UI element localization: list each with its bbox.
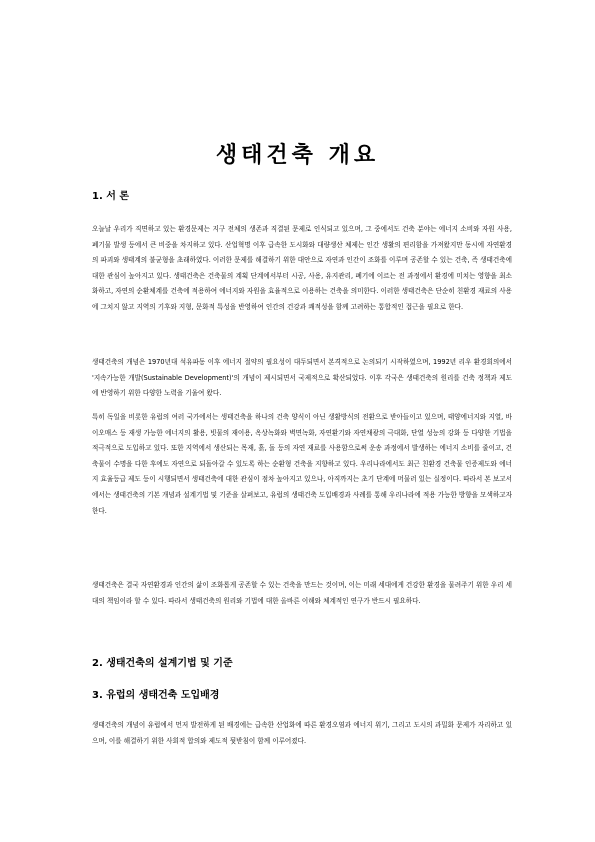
section-heading-design-techniques: 2. 생태건축의 설계기법 및 기준 <box>92 658 233 669</box>
section-heading-europe-background: 3. 유럽의 생태건축 도입배경 <box>92 690 220 701</box>
body-paragraph: 오늘날 우리가 직면하고 있는 환경문제는 지구 전체의 생존과 직결된 문제로 인식되고 있으며, 그 중에서도 건축 분야는 에너지 소비와 자원 사용, 폐기물 발생 등에서 큰 비중을 차지하고 있다. 산업혁명 이후 급속한 도시화와 대량생산 체제는 인간 생활의 편리함을 가져왔지만 동시에 자연환경의 파괴와 생태계의 불균형을 초래하였다. 이러한 문제를 해결하기 위한 대안으로 자연과 인간이 조화를 이루며 공존할 수 있는 건축, 즉 생태건축에 대한 관심이 높아지고 있다. 생태건축은 건축물의 계획 단계에서부터 시공, 사용, 유지관리, 폐기에 이르는 전 과정에서 환경에 미치는 영향을 최소화하고, 자연의 순환체계를 건축에 적용하여 에너지와 자원을 효율적으로 이용하는 건축을 의미한다. 이러한 생태건축은 단순히 친환경 재료의 사용에 그치지 않고 지역의 기후와 지형, 문화적 특성을 반영하여 인간의 건강과 쾌적성을 함께 고려하는 통합적인 접근을 필요로 한다. <box>92 225 512 311</box>
document-title: 생태건축 개요 <box>215 143 380 168</box>
body-paragraph: 생태건축은 결국 자연환경과 인간의 삶이 조화롭게 공존할 수 있는 건축을 만드는 것이며, 이는 미래 세대에게 건강한 환경을 물려주기 위한 우리 세대의 책임이라 할 수 있다. 따라서 생태건축의 원리와 기법에 대한 올바른 이해와 체계적인 연구가 반드시 필요하다. <box>92 581 512 605</box>
body-paragraph: 생태건축의 개념은 1970년대 석유파동 이후 에너지 절약의 필요성이 대두되면서 본격적으로 논의되기 시작하였으며, 1992년 리우 환경회의에서 '지속가능한 개발(Sustainable Development)'의 개념이 제시되면서 국제적으로 확산되었다. 이후 각국은 생태건축의 원리를 건축 정책과 제도에 반영하기 위한 다양한 노력을 기울여 왔다. <box>92 358 512 398</box>
section-heading-introduction: 1. 서 론 <box>92 191 130 202</box>
body-paragraph: 생태건축의 개념이 유럽에서 먼저 발전하게 된 배경에는 급속한 산업화에 따른 환경오염과 에너지 위기, 그리고 도시의 과밀화 문제가 자리하고 있으며, 이를 해결하기 위한 사회적 합의와 제도적 뒷받침이 함께 이루어졌다. <box>92 721 512 745</box>
body-paragraph: 특히 독일을 비롯한 유럽의 여러 국가에서는 생태건축을 하나의 건축 양식이 아닌 생활방식의 전환으로 받아들이고 있으며, 태양에너지와 지열, 바이오매스 등 재생 가능한 에너지의 활용, 빗물의 재이용, 옥상녹화와 벽면녹화, 자연환기와 자연채광의 극대화, 단열 성능의 강화 등 다양한 기법을 적극적으로 도입하고 있다. 또한 지역에서 생산되는 목재, 흙, 돌 등의 자연 재료를 사용함으로써 운송 과정에서 발생하는 에너지 소비를 줄이고, 건축물이 수명을 다한 후에도 자연으로 되돌아갈 수 있도록 하는 순환형 건축을 지향하고 있다. 우리나라에서도 최근 친환경 건축물 인증제도와 에너지 효율등급 제도 등이 시행되면서 생태건축에 대한 관심이 점차 높아지고 있으나, 아직까지는 초기 단계에 머물러 있는 실정이다. 따라서 본 보고서에서는 생태건축의 기본 개념과 설계기법 및 기준을 살펴보고, 유럽의 생태건축 도입배경과 사례를 통해 우리나라에 적용 가능한 방향을 모색하고자 한다. <box>92 413 512 515</box>
